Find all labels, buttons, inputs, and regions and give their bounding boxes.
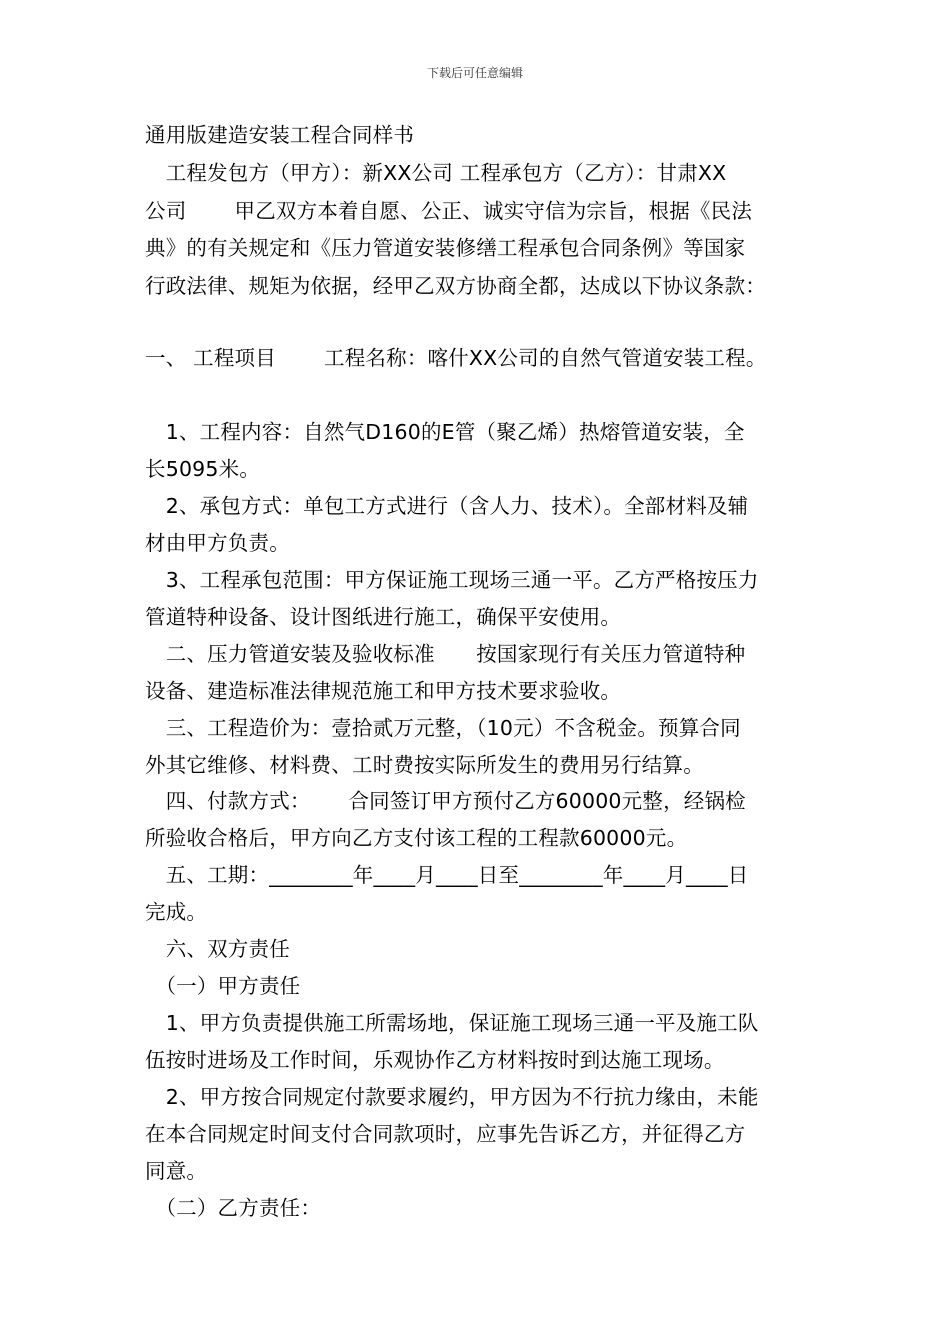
document-title: 通用版建造安装工程合同样书 [145, 123, 415, 147]
section-heading: 五、工期：________年____月____日至________年____月____日 [145, 863, 749, 887]
text-line: 2、承包方式：单包工方式进行（含人力、技术）。全部材料及辅 [145, 494, 749, 518]
page-header: 下载后可任意编辑 [426, 66, 523, 80]
text-line: 典》的有关规定和《压力管道安装修缮工程承包合同条例》等国家 [145, 236, 746, 260]
text-line: 管道特种设备、设计图纸进行施工，确保平安使用。 [145, 605, 622, 629]
text-line: 2、甲方按合同规定付款要求履约，甲方因为不行抗力缘由，未能 [145, 1085, 759, 1109]
text-line: 1、工程内容：自然气D160的E管（聚乙烯）热熔管道安装，全 [145, 420, 745, 444]
text-line: 所验收合格后，甲方向乙方支付该工程的工程款60000元。 [145, 826, 688, 850]
section-heading: 三、工程造价为：壹拾贰万元整，（10元）不含税金。预算合同 [145, 716, 741, 740]
section-heading: 二、压力管道安装及验收标准 按国家现行有关压力管道特种 [145, 642, 746, 666]
text-line: 外其它维修、材料费、工时费按实际所发生的费用另行结算。 [145, 753, 704, 777]
text-line: 工程发包方（甲方）：新XX公司 工程承包方（乙方）：甘肃XX [145, 161, 727, 185]
text-line: 在本合同规定时间支付合同款项时，应事先告诉乙方，并征得乙方 [145, 1122, 746, 1146]
subsection-heading: （二）乙方责任： [145, 1196, 322, 1220]
section-heading: 六、双方责任 [145, 937, 290, 961]
text-line: 材由甲方负责。 [145, 531, 290, 555]
text-line: 长5095米。 [145, 457, 261, 481]
section-heading: 一、 工程项目 工程名称：喀什XX公司的自然气管道安装工程。 [145, 346, 767, 370]
text-line: 伍按时进场及工作时间，乐观协作乙方材料按时到达施工现场。 [145, 1048, 725, 1072]
text-line: 3、工程承包范围：甲方保证施工现场三通一平。乙方严格按压力 [145, 568, 759, 592]
subsection-heading: （一）甲方责任 [145, 974, 301, 998]
text-line: 完成。 [145, 900, 208, 924]
text-line: 设备、建造标准法律规范施工和甲方技术要求验收。 [145, 679, 622, 703]
text-line: 1、甲方负责提供施工所需场地，保证施工现场三通一平及施工队 [145, 1011, 759, 1035]
text-line: 行政法律、规矩为依据，经甲乙双方协商全都，达成以下协议条款： [145, 274, 766, 298]
section-heading: 四、付款方式： 合同签订甲方预付乙方60000元整，经锅检 [145, 789, 746, 813]
text-line: 公司 甲乙双方本着自愿、公正、诚实守信为宗旨，根据《民法 [145, 199, 753, 223]
text-line: 同意。 [145, 1159, 208, 1183]
